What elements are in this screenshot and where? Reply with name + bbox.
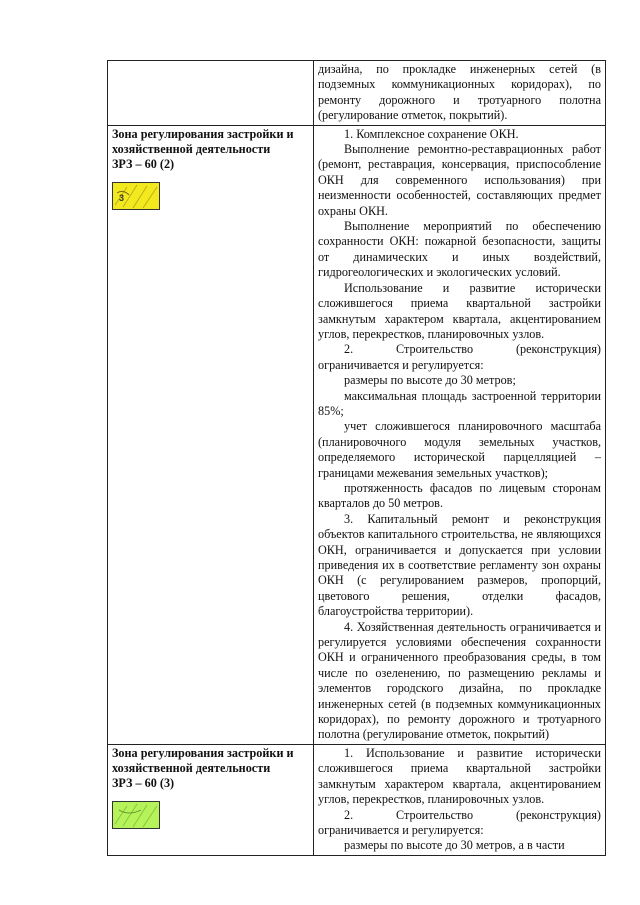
regulation-cell bbox=[314, 744, 606, 855]
regulation-cell bbox=[314, 61, 606, 126]
regulation-paragraph: 2. Строительство (реконструкция) ограничивается и регулируется: bbox=[318, 342, 601, 372]
regulation-paragraph: Выполнение мероприятий по обеспечению сохранности ОКН: пожарной безопасности, защиты от динамических и иных воздействий, гидрогеологических и экологических условий. bbox=[318, 219, 601, 280]
regulation-paragraph: 4. Хозяйственная деятельность ограничивается и регулируется условиями обеспечения сохранности ОКН и ограниченного преобразования среды, в том числе по озеленению, по размещению рекламы и элементов городского дизайна, по прокладке инженерных сетей (в подземных коммуникационных коридорах), по ремонту дорожного и тротуарного полотна (регулирование отметок, покрытий) bbox=[318, 619, 601, 742]
regulation-paragraph: Выполнение ремонтно-реставрационных работ (ремонт, реставрация, консервация, приспособление ОКН для современного использования) при неизменности особенностей, составляющих предмет охраны ОКН. bbox=[318, 142, 601, 218]
zone-cell bbox=[108, 125, 314, 744]
table-row bbox=[108, 744, 606, 855]
regulation-paragraph: 2. Строительство (реконструкция) ограничивается и регулируется: bbox=[318, 807, 601, 837]
hatch-pattern-icon bbox=[113, 802, 159, 828]
regulation-paragraph: 1. Использование и развитие исторически сложившегося приема квартальной застройки замкнутым характером квартала, акцентированием углов, перекрестков, планировочных узлов. bbox=[318, 745, 601, 807]
regulation-paragraph: дизайна, по прокладке инженерных сетей (в подземных коммуникационных коридорах), по ремонту дорожного и тротуарного полотна (регулирование отметок, покрытий). bbox=[318, 62, 601, 123]
zone-title: Зона регулирования застройки и хозяйственной деятельности bbox=[112, 745, 294, 775]
regulation-paragraph: Использование и развитие исторически сложившегося приема квартальной застройки замкнутым характером квартала, акцентированием углов, перекрестков, планировочных узлов. bbox=[318, 280, 601, 341]
zone-title: Зона регулирования застройки и хозяйственной деятельности bbox=[112, 126, 294, 156]
regulation-paragraph: максимальная площадь застроенной территории 85%; bbox=[318, 388, 601, 418]
zone-cell bbox=[108, 61, 314, 126]
regulation-paragraph: протяженность фасадов по лицевым сторонам кварталов до 50 метров. bbox=[318, 480, 601, 511]
svg-text:3: 3 bbox=[119, 192, 125, 203]
zone-cell bbox=[108, 744, 314, 855]
table-row bbox=[108, 61, 606, 126]
table-row bbox=[108, 125, 606, 744]
zone-legend-swatch bbox=[112, 801, 160, 829]
zone-regulations-table bbox=[107, 60, 606, 856]
hatch-pattern-icon bbox=[113, 183, 159, 209]
regulation-paragraph: учет сложившегося планировочного масштаба (планировочного модуля земельных участков, определяемого исторической парцелляцией – границами межевания земельных участков); bbox=[318, 419, 601, 480]
zone-code: ЗРЗ – 60 (2) bbox=[112, 156, 175, 171]
regulation-paragraph: размеры по высоте до 30 метров, а в части bbox=[344, 838, 565, 853]
zone-legend-swatch bbox=[112, 182, 160, 210]
regulation-paragraph: 1. Комплексное сохранение ОКН. bbox=[344, 126, 519, 141]
regulation-paragraph: 3. Капитальный ремонт и реконструкция объектов капитального строительства, не являющихся ОКН, ограничивается и допускается при условии приведения их в соответствие регламенту зон охраны ОКН (с регулированием размеров, пропорций, цветового решения, отделки фасадов, благоустройства территории). bbox=[318, 511, 601, 619]
regulation-paragraph: размеры по высоте до 30 метров; bbox=[344, 373, 516, 388]
zone-code: ЗРЗ – 60 (3) bbox=[112, 775, 175, 790]
regulation-cell bbox=[314, 125, 606, 744]
